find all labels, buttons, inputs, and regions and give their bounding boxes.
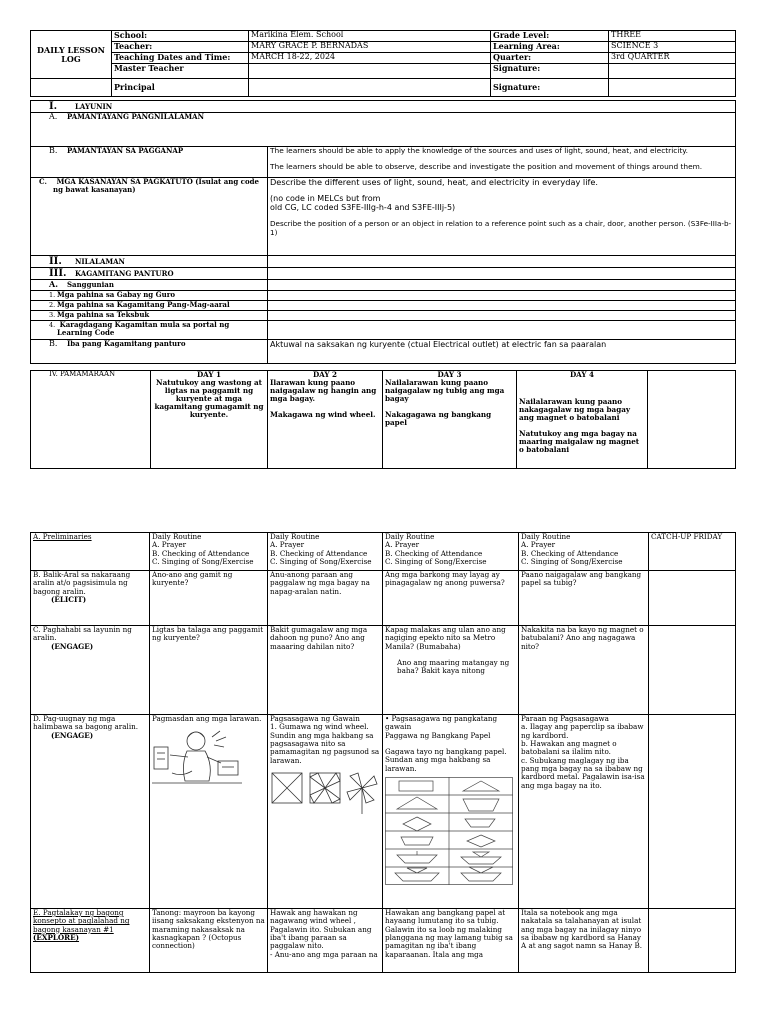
section-i-num: I.	[49, 101, 58, 112]
procedure-label-cell	[31, 371, 151, 469]
school-value: Marikina Elem. School	[249, 31, 491, 42]
days-table	[30, 370, 736, 469]
dll-header-table	[30, 30, 736, 97]
section-iii-label: KAGAMITANG PANTURO	[75, 269, 174, 278]
ref-4-value	[268, 320, 736, 339]
ref-3-label-cell	[31, 310, 268, 320]
examples-day-4-step-a: a. Ilagay ang paperclip sa ibabaw ng kardbord.	[521, 722, 644, 740]
motive-label-cell	[31, 626, 150, 715]
ref-2-num: 2.	[49, 300, 56, 309]
procedure-table	[30, 532, 736, 973]
routine-day-3	[383, 533, 519, 571]
master-teacher-value	[249, 64, 491, 79]
ref-1-num: 1.	[49, 290, 56, 299]
review-label: B. Balik-Aral sa nakaraang aralin at/o pagsisimula ng bagong aralin.	[33, 570, 131, 596]
discussion-day-3: Hawakan ang bangkang papel at hayaang lumutang ito sa tubig. Galawin ito sa loob ng malaking planggana ng may lamang tubig sa pamagitan ng iba't ibang kaparaanan. Itala ang mga	[383, 909, 519, 973]
review-day-3: Ang mga barkong may layag ay pinagagalaw ng anong puwersa?	[383, 571, 519, 626]
competency-note-2: old CG, LC coded S3FE-IIIg-h-4 and S3FE-IIIj-5)	[270, 203, 456, 213]
section-i-label: LAYUNIN	[75, 102, 113, 111]
ref-1-value	[268, 290, 736, 300]
routine-attendance: B. Checking of Attendance	[152, 548, 250, 558]
examples-day-3-title: Paggawa ng Bangkang Papel	[385, 730, 491, 740]
sanggunian-value	[268, 280, 736, 291]
section-b-label: PAMANTAYAN SA PAGGANAP	[67, 146, 184, 155]
routine-day-4	[519, 533, 649, 571]
routine-attendance: B. Checking of Attendance	[521, 548, 619, 558]
signature-label: Signature:	[491, 64, 609, 79]
routine-song: C. Singing of Song/Exercise	[521, 557, 623, 567]
discussion-day-2-question: - Anu-ano ang mga paraan na	[270, 949, 378, 959]
ref-4-label-cell	[31, 320, 268, 339]
area-label: Learning Area:	[491, 42, 609, 53]
section-c-label-cell	[31, 178, 268, 256]
examples-day-3	[383, 715, 519, 909]
section-a-row	[31, 113, 736, 147]
ref-4-num: 4.	[49, 320, 56, 329]
routine-song: C. Singing of Song/Exercise	[270, 557, 372, 567]
principal-signature-label: Signature:	[491, 79, 609, 97]
day-2-cell	[268, 371, 383, 469]
principal-value	[249, 79, 491, 97]
routine-prayer: A. Prayer	[385, 540, 420, 550]
dates-value: MARCH 18-22, 2024	[249, 53, 491, 64]
other-materials-num: B.	[49, 339, 58, 348]
day-3-cell	[383, 371, 517, 469]
routine-prayer: A. Prayer	[521, 540, 556, 550]
other-materials-value: Aktuwal na saksakan ng kuryente (ctual Electrical outlet) at electric fan sa paaralan	[268, 339, 736, 363]
ref-3-value	[268, 310, 736, 320]
discussion-label: E. Pagtalakay ng bagong konsepto at paglalahad ng bagong kasanayan #1	[33, 908, 130, 934]
review-tag: (ELICIT)	[51, 595, 87, 605]
routine-song: C. Singing of Song/Exercise	[385, 557, 487, 567]
discussion-tag: (EXPLORE)	[33, 933, 80, 943]
examples-day-1-text: Pagmasdan ang mga larawan.	[152, 714, 262, 723]
master-teacher-label: Master Teacher	[112, 64, 249, 79]
review-day-4: Paano naigagalaw ang bangkang papel sa tubig?	[519, 571, 649, 626]
competency-2: Describe the position of a person or an object in relation to a reference point such as a chair, door, another person. (S3Fe-IIIa-b-1)	[270, 219, 732, 237]
day-3-task: Nakagagawa ng bangkang papel	[385, 409, 492, 427]
dll-title-cell	[31, 31, 112, 79]
examples-day-3-activity: • Pagsasagawa ng pangkatang gawain	[385, 714, 498, 732]
ref-1-label-cell	[31, 290, 268, 300]
day-1-cell	[151, 371, 268, 469]
day-4-task: Natutukoy ang mga bagay na maaring maigalaw ng magnet o batobalani	[519, 428, 640, 454]
section-ii-value	[268, 256, 736, 268]
section-b-label-cell	[31, 147, 268, 178]
ref-2-label: Mga pahina sa Kagamitang Pang-Mag-aaral	[57, 300, 230, 309]
day-2-task: Makagawa ng wind wheel.	[270, 409, 376, 419]
examples-day-1	[150, 715, 268, 909]
examples-tag: (ENGAGE)	[51, 730, 94, 740]
day-2-objective: Ilarawan kung paano naigagalaw ng hangin ang mga bagay.	[270, 377, 377, 403]
ref-4-label: Karagdagang Kagamitan mula sa portal ng Learning Code	[57, 320, 230, 338]
routine-attendance: B. Checking of Attendance	[270, 548, 368, 558]
motive-day-3	[383, 626, 519, 715]
motive-day-3-q1: Kapag malakas ang ulan ano ang nagiging epekto nito sa Metro Manila? (Bumabaha)	[385, 625, 506, 651]
discussion-day-1: Tanong: mayroon ba kayong iisang saksakang ekstenyon na maraming nakasaksak na kasnagkapan ? (Octopus connection)	[150, 909, 268, 973]
area-value: SCIENCE 3	[609, 42, 736, 53]
day-1-objective: Natutukoy ang wastong at ligtas na paggamit ng kuryente at mga kagamitang gumagamit ng kuryente.	[154, 377, 264, 419]
ref-3-num: 3.	[49, 310, 56, 319]
objectives-table	[30, 100, 736, 364]
principal-label: Principal	[112, 79, 249, 97]
day-2-title: DAY 2	[312, 370, 338, 379]
motive-label: C. Paghahabi sa layunin ng aralin.	[33, 625, 132, 643]
examples-day-3-text: Gagawa tayo ng bangkang papel. Sundan ang mga hakbang sa larawan.	[385, 747, 507, 773]
quarter-label: Quarter:	[491, 53, 609, 64]
examples-day-2-title: Pagsasagawa ng Gawain	[270, 714, 360, 723]
motive-day-2: Bakit gumagalaw ang mga dahoon ng puno? Ano ang maaaring dahilan nito?	[268, 626, 383, 715]
section-ii-num: II.	[49, 256, 62, 267]
sanggunian-label-cell	[31, 280, 268, 291]
other-materials-label: Iba pang Kagamitang panturo	[67, 339, 186, 348]
section-ii-label-cell	[31, 256, 268, 268]
paper-boat-steps-illustration	[385, 777, 513, 885]
preliminaries-label: A. Preliminaries	[33, 532, 92, 541]
day-4-cell	[517, 371, 648, 469]
dates-label: Teaching Dates and Time:	[112, 53, 249, 64]
examples-label-cell	[31, 715, 150, 909]
section-a-label: PAMANTAYANG PANGNILALAMAN	[67, 112, 204, 121]
competency-note-1: (no code in MELCs but from	[270, 193, 381, 203]
performance-standard-2: The learners should be able to observe, describe and investigate the position and movement of things around them.	[270, 161, 703, 171]
ref-1-label: Mga pahina sa Gabay ng Guro	[57, 290, 176, 299]
section-a-num: A.	[49, 112, 58, 121]
section-i-row	[31, 101, 736, 113]
performance-standard-1: The learners should be able to apply the knowledge of the sources and uses of light, sound, heat, and electricity.	[270, 146, 688, 155]
motive-tag: (ENGAGE)	[51, 641, 94, 651]
procedure-label: IV. PAMAMARAAN	[49, 370, 116, 378]
teacher-value: MARY GRACE P. BERNADAS	[249, 42, 491, 53]
examples-day-5	[649, 715, 736, 909]
examples-day-4-step-c: c. Subukang maglagay ng iba pang mga bagay na sa ibabaw ng kardbord metal. Pagalawin isa-isa ang mga bagay na ito.	[521, 755, 645, 790]
day-4-objective: Nailalarawan kung paano nakagagalaw ng mga bagay ang magnet o batobalani	[519, 396, 631, 422]
routine-title: Daily Routine	[385, 532, 435, 541]
wind-wheel-steps-illustration	[270, 769, 378, 815]
section-ii-label: NILALAMAN	[75, 257, 125, 266]
examples-day-4	[519, 715, 649, 909]
examples-day-4-step-b: b. Hawakan ang magnet o batobalani sa ilalim nito.	[521, 739, 617, 757]
catch-up-friday: CATCH-UP FRIDAY	[649, 533, 736, 571]
day-1-title: DAY 1	[196, 370, 222, 379]
routine-day-1	[150, 533, 268, 571]
day-4-title: DAY 4	[569, 370, 595, 379]
ref-3-label: Mga pahina sa Teksbuk	[57, 310, 150, 319]
quarter-value: 3rd QUARTER	[609, 53, 736, 64]
review-day-2: Anu-anong paraan ang paggalaw ng mga bagay na napag-aralan natin.	[268, 571, 383, 626]
section-b-text-cell	[268, 147, 736, 178]
section-iii-value	[268, 268, 736, 280]
school-label: School:	[112, 31, 249, 42]
motive-day-5	[649, 626, 736, 715]
grade-value: THREE	[609, 31, 736, 42]
examples-day-2	[268, 715, 383, 909]
routine-attendance: B. Checking of Attendance	[385, 548, 483, 558]
sanggunian-num: A.	[49, 279, 58, 289]
child-electrical-outlet-illustration	[152, 727, 244, 789]
day-5-cell	[648, 371, 736, 469]
review-day-1: Ano-ano ang gamit ng kuryente?	[150, 571, 268, 626]
routine-day-2	[268, 533, 383, 571]
section-c-num: C.	[39, 177, 47, 186]
motive-day-3-q2: Ano ang maaring matangay ng baha? Bakit kaya nitong	[397, 658, 510, 676]
sanggunian-label: Sanggunian	[67, 280, 114, 289]
routine-prayer: A. Prayer	[270, 540, 305, 550]
discussion-day-2-text: Hawak ang hawakan ng nagawang wind wheel , Pagalawin ito. Subukan ang iba't ibang paraan sa paggalaw nito.	[270, 908, 372, 951]
routine-song: C. Singing of Song/Exercise	[152, 557, 254, 567]
preliminaries-label-cell	[31, 533, 150, 571]
routine-prayer: A. Prayer	[152, 540, 187, 550]
discussion-day-5	[649, 909, 736, 973]
examples-day-2-step: 1. Gumawa ng wind wheel. Sundin ang mga hakbang sa pagsasagawa nito sa pamamagitan ng pagsunod sa larawan.	[270, 722, 380, 765]
day-3-title: DAY 3	[437, 370, 462, 379]
examples-label: D. Pag-uugnay ng mga halimbawa sa bagong aralin.	[33, 714, 139, 732]
principal-spacer	[31, 79, 112, 97]
ref-2-label-cell	[31, 300, 268, 310]
section-c-text-cell	[268, 178, 736, 256]
signature-value	[609, 64, 736, 79]
routine-title: Daily Routine	[152, 532, 202, 541]
routine-title: Daily Routine	[270, 532, 320, 541]
other-materials-label-cell	[31, 339, 268, 363]
section-c-label: MGA KASANAYAN SA PAGKATUTO (Isulat ang code ng bawat kasanayan)	[53, 177, 259, 194]
teacher-label: Teacher:	[112, 42, 249, 53]
section-iii-label-cell	[31, 268, 268, 280]
day-3-objective: Nailalarawan kung paano naigagalaw ng tubig ang mga bagay	[385, 377, 505, 403]
dll-title: DAILY LESSON LOG	[37, 44, 105, 64]
principal-signature-value	[609, 79, 736, 97]
discussion-label-cell	[31, 909, 150, 973]
motive-day-4: Nakakita na ba kayo ng magnet o batubalani? Ano ang nagagawa nito?	[519, 626, 649, 715]
competency-1: Describe the different uses of light, sound, heat, and electricity in everyday life.	[270, 177, 598, 187]
review-day-5	[649, 571, 736, 626]
ref-2-value	[268, 300, 736, 310]
review-label-cell	[31, 571, 150, 626]
examples-day-4-title: Paraan ng Pagsasagawa	[521, 714, 609, 723]
section-b-num: B.	[49, 146, 58, 155]
routine-title: Daily Routine	[521, 532, 571, 541]
discussion-day-4: Itala sa notebook ang mga nakatala sa talahanayan at isulat ang mga bagay na inilagay ninyo sa ibabaw ng kardbord sa Hanay A at ang sagot namn sa Hanay B.	[519, 909, 649, 973]
discussion-day-2	[268, 909, 383, 973]
section-iii-num: III.	[49, 268, 67, 279]
motive-day-1: Ligtas ba talaga ang paggamit ng kuryente?	[150, 626, 268, 715]
grade-label: Grade Level:	[491, 31, 609, 42]
